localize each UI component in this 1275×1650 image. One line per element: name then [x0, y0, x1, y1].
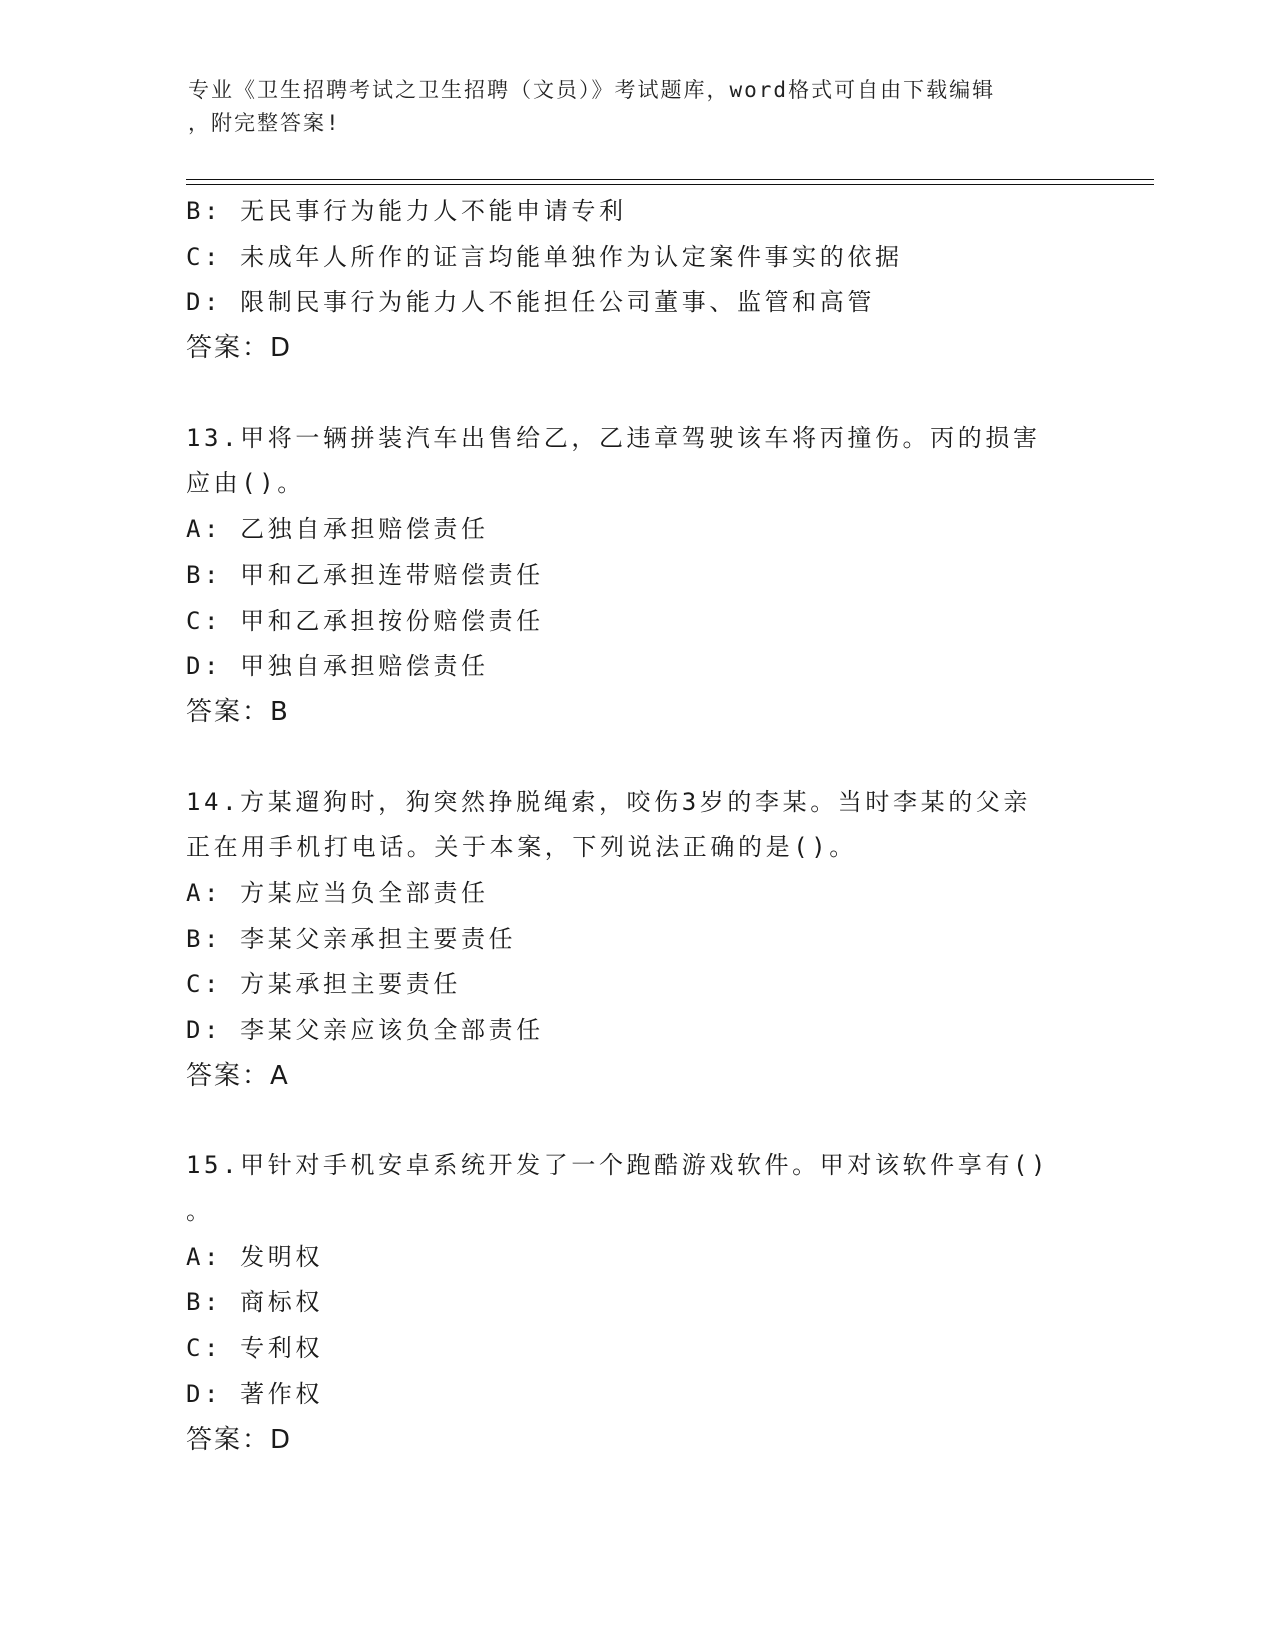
question-13 [186, 416, 1086, 736]
option-a: A: 发明权 [186, 1242, 323, 1271]
question-stem-cont: 应由()。 [186, 469, 305, 498]
question-stem-cont: 正在用手机打电话。关于本案，下列说法正确的是()。 [186, 833, 857, 862]
question-14 [186, 780, 1086, 1100]
option-b: B: 甲和乙承担连带赔偿责任 [186, 560, 544, 589]
option-c: C: 专利权 [186, 1334, 323, 1363]
question-list [186, 189, 1086, 1463]
answer: 答案：B [186, 696, 290, 727]
option-c: C: 方某承担主要责任 [186, 970, 461, 999]
option-a: A: 乙独自承担赔偿责任 [186, 515, 489, 544]
answer: 答案：D [186, 1424, 293, 1455]
question-15 [186, 1143, 1086, 1463]
answer: 答案：D [186, 333, 293, 364]
option-d: D: 限制民事行为能力人不能担任公司董事、监管和高管 [186, 288, 875, 317]
header-divider-bottom [186, 184, 1154, 185]
document-header [188, 74, 1068, 140]
question-12-tail [186, 189, 1086, 372]
question-stem: 14.方某遛狗时，狗突然挣脱绳索，咬伤3岁的李某。当时李某的父亲 [186, 787, 1031, 816]
answer: 答案：A [186, 1060, 290, 1091]
option-b: B: 无民事行为能力人不能申请专利 [186, 197, 627, 225]
option-d: D: 甲独自承担赔偿责任 [186, 652, 489, 681]
option-a: A: 方某应当负全部责任 [186, 878, 489, 907]
option-c: C: 甲和乙承担按份赔偿责任 [186, 606, 544, 635]
header-line-2: ，附完整答案! [188, 111, 341, 135]
option-c: C: 未成年人所作的证言均能单独作为认定案件事实的依据 [186, 242, 903, 271]
question-stem-cont: 。 [186, 1197, 214, 1226]
option-b: B: 商标权 [186, 1288, 323, 1317]
question-stem: 15.甲针对手机安卓系统开发了一个跑酷游戏软件。甲对该软件享有() [186, 1151, 1050, 1180]
header-line-1: 专业《卫生招聘考试之卫生招聘（文员）》考试题库，word格式可自由下载编辑 [188, 78, 996, 102]
option-d: D: 著作权 [186, 1379, 323, 1408]
header-divider-top [186, 179, 1154, 180]
option-b: B: 李某父亲承担主要责任 [186, 924, 517, 953]
question-stem: 13.甲将一辆拼装汽车出售给乙，乙违章驾驶该车将丙撞伤。丙的损害 [186, 423, 1041, 452]
option-d: D: 李某父亲应该负全部责任 [186, 1016, 544, 1044]
